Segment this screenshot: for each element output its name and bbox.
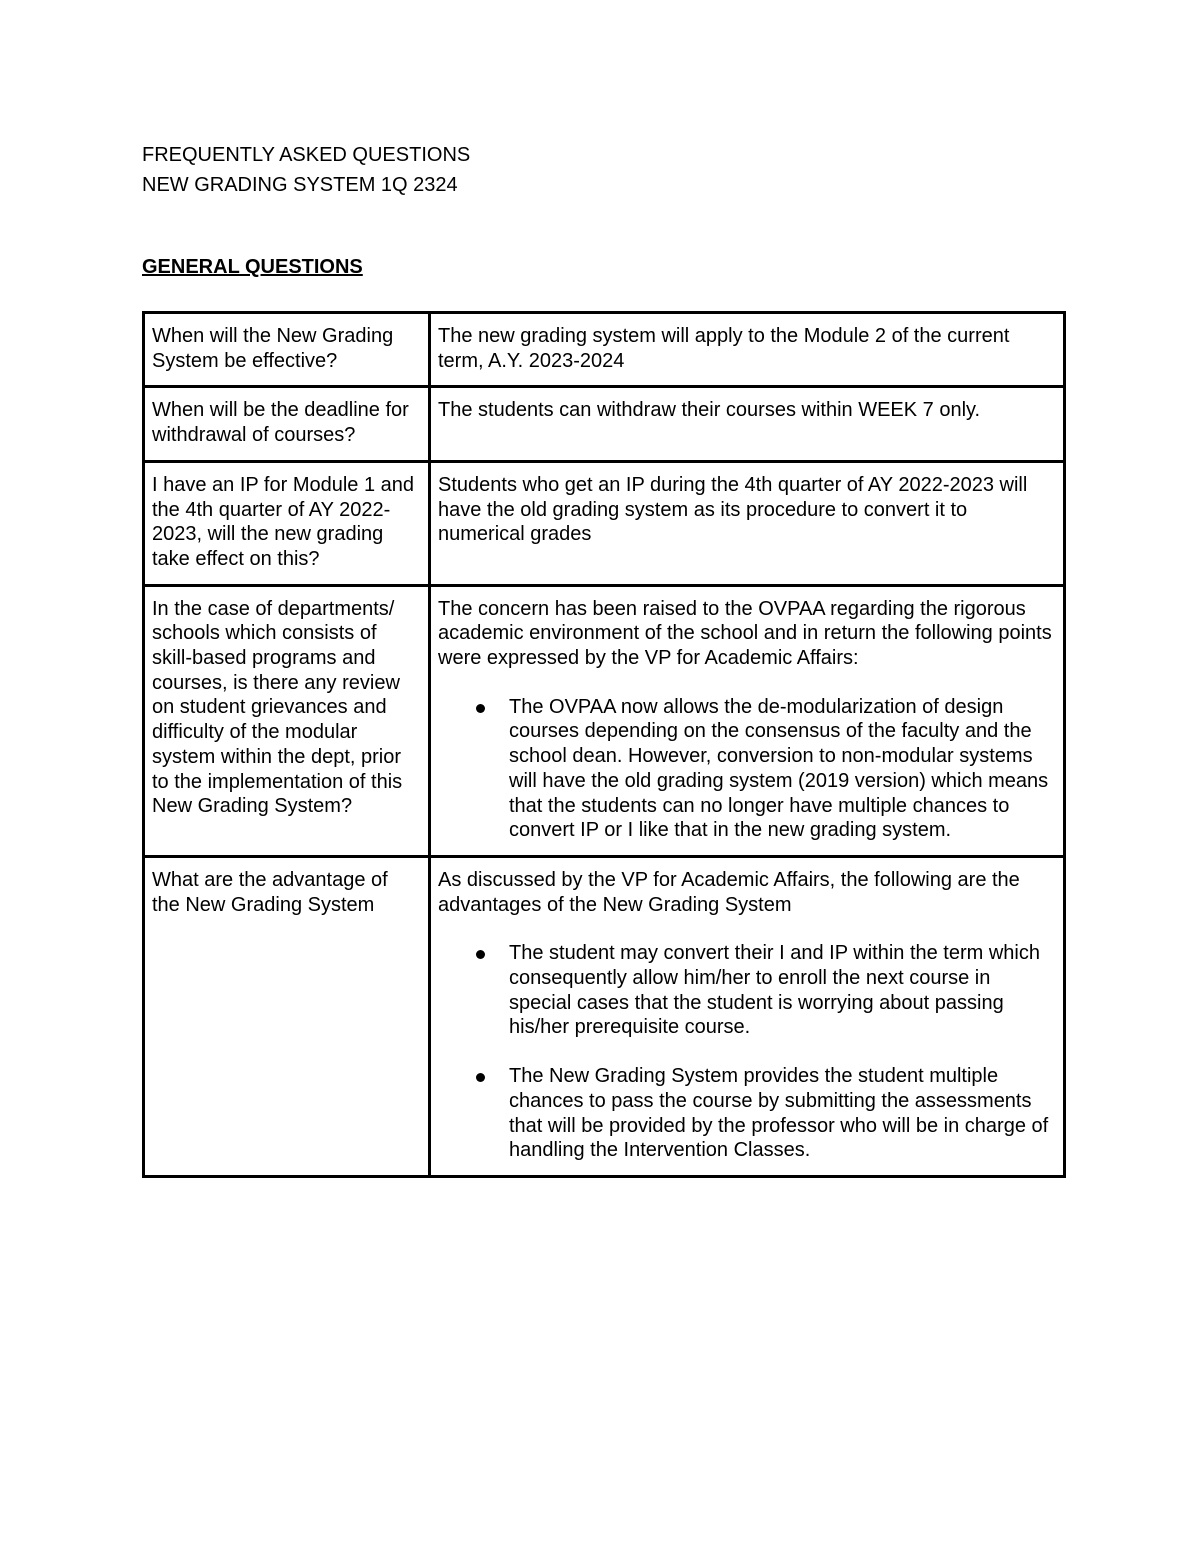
faq-table	[142, 311, 1066, 1178]
answer-bullet-text: The student may convert their I and IP within the term which consequently allow him/her to enroll the next course in special cases that the student is worrying about passing his/her prerequisite course.	[509, 942, 1040, 1039]
faq-answer: The students can withdraw their courses within WEEK 7 only.	[430, 387, 1065, 461]
faq-answer-cell	[430, 856, 1065, 1176]
faq-question: When will the New Grading System be effective?	[144, 313, 430, 387]
faq-question: I have an IP for Module 1 and the 4th quarter of AY 2022-2023, will the new grading take effect on this?	[144, 461, 430, 585]
faq-row	[144, 585, 1065, 856]
answer-bullet-list	[438, 695, 1055, 843]
faq-question: What are the advantage of the New Grading System	[144, 856, 430, 1176]
document-subtitle: NEW GRADING SYSTEM 1Q 2324	[142, 174, 458, 196]
answer-bullet-item	[438, 941, 1055, 1040]
faq-question: In the case of departments/ schools which consists of skill-based programs and courses, is there any review on student grievances and difficulty of the modular system within the dept, prior to the implementation of this New Grading System?	[144, 585, 430, 856]
faq-answer: The concern has been raised to the OVPAA regarding the rigorous academic environment of the school and in return the following points were expressed by the VP for Academic Affairs:	[438, 597, 1052, 670]
faq-answer: The new grading system will apply to the Module 2 of the current term, A.Y. 2023-2024	[430, 313, 1065, 387]
faq-answer: Students who get an IP during the 4th quarter of AY 2022-2023 will have the old grading system as its procedure to convert it to numerical grades	[430, 461, 1065, 585]
answer-bullet-item	[438, 695, 1055, 843]
section-heading: GENERAL QUESTIONS	[142, 256, 363, 278]
answer-bullet-list	[438, 941, 1055, 1163]
faq-question: When will be the deadline for withdrawal of courses?	[144, 387, 430, 461]
bullet-icon	[476, 704, 485, 713]
faq-row	[144, 387, 1065, 461]
bullet-icon	[476, 950, 485, 959]
faq-row	[144, 461, 1065, 585]
faq-row	[144, 856, 1065, 1176]
bullet-icon	[476, 1073, 485, 1082]
faq-answer-cell	[430, 585, 1065, 856]
faq-row	[144, 313, 1065, 387]
answer-bullet-text: The New Grading System provides the student multiple chances to pass the course by submitting the assessments that will be provided by the professor who will be in charge of handling the Intervention Classes.	[509, 1065, 1049, 1162]
answer-bullet-item	[438, 1064, 1055, 1163]
document-title: FREQUENTLY ASKED QUESTIONS	[142, 144, 471, 166]
faq-answer: As discussed by the VP for Academic Affairs, the following are the advantages of the New Grading System	[438, 868, 1020, 916]
answer-bullet-text: The OVPAA now allows the de-modularization of design courses depending on the consensus of the faculty and the school dean. However, conversion to non-modular systems will have the old grading system (2019 version) which means that the students can no longer have multiple chances to convert IP or I like that in the new grading system.	[509, 695, 1049, 842]
document-page	[142, 140, 1062, 1162]
